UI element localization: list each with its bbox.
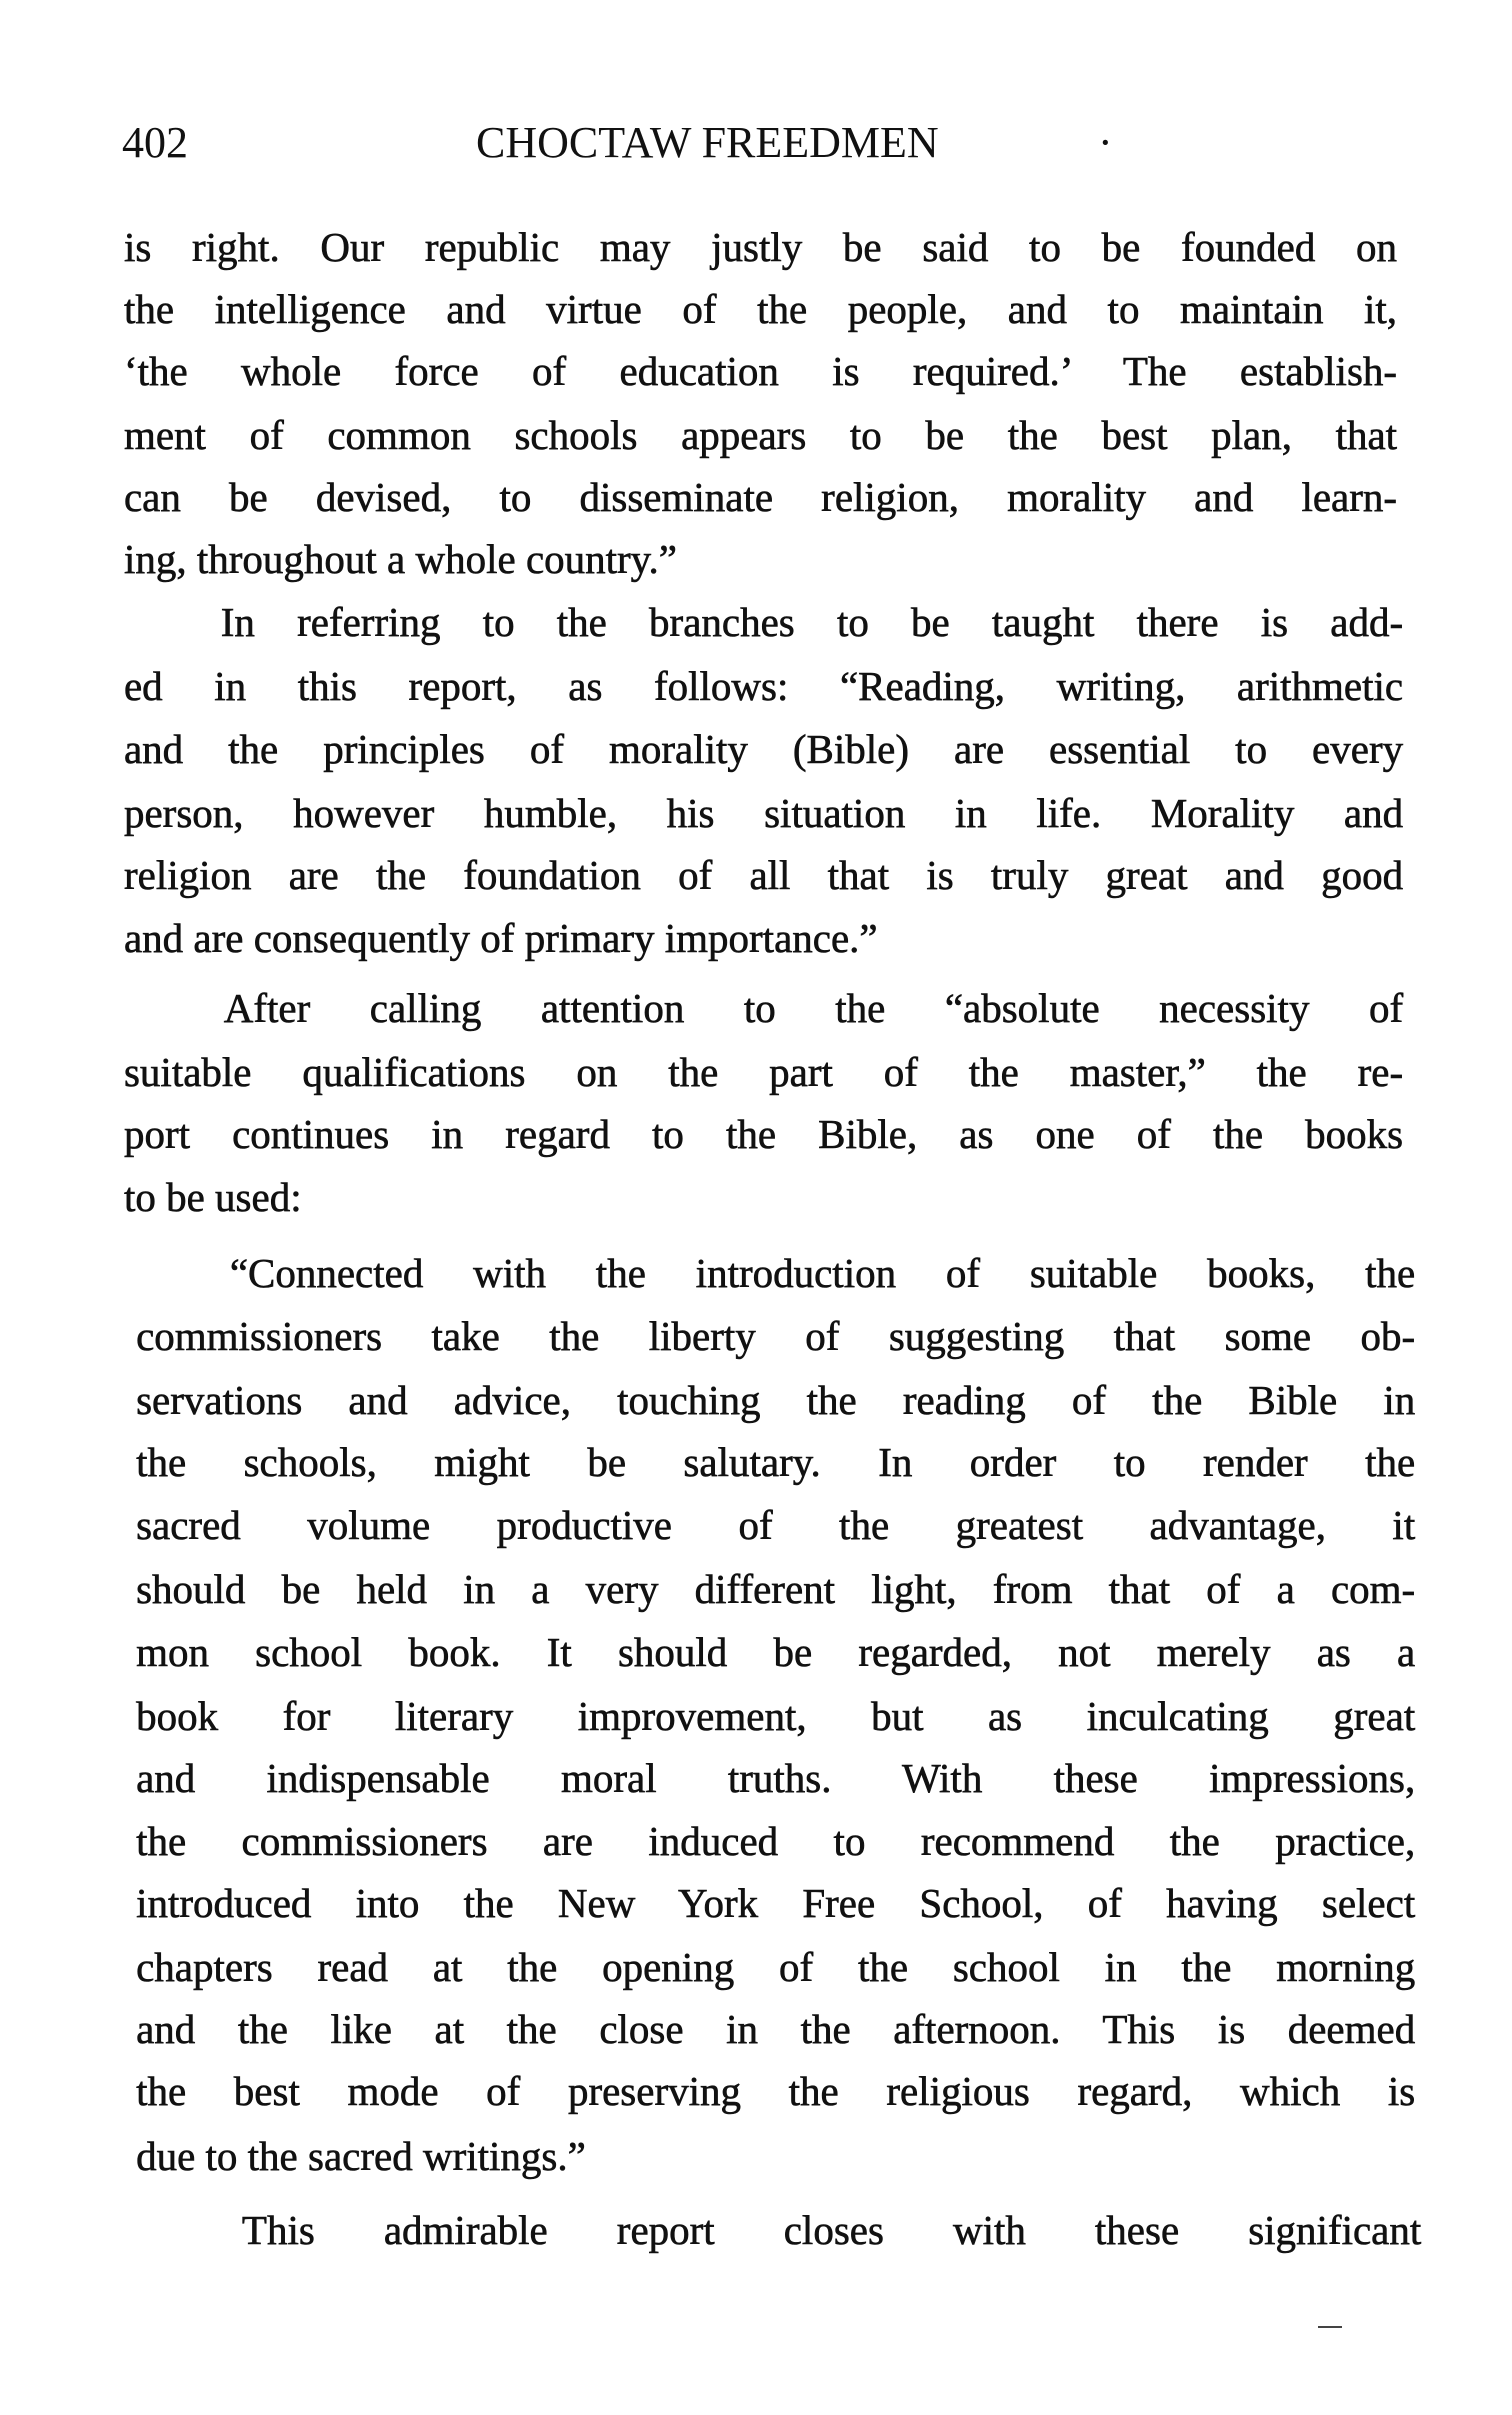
- text-line: chapters read at the opening of the school in the morning: [136, 1943, 1416, 1990]
- text-line: book for literary improvement, but as inculcating great: [136, 1692, 1416, 1739]
- text-line: This admirable report closes with these significant: [241, 2206, 1422, 2253]
- text-line: port continues in regard to the Bible, as one of the books: [123, 1110, 1404, 1157]
- text-line: person, however humble, his situation in life. Morality and: [123, 789, 1404, 836]
- text-line: commissioners take the liberty of suggesting that some ob-: [136, 1313, 1416, 1360]
- text-line: In referring to the branches to be taught there is add-: [220, 599, 1404, 646]
- text-line: After calling attention to the “absolute necessity of: [223, 985, 1404, 1032]
- running-title: CHOCTAW FREEDMEN: [476, 118, 939, 167]
- text-line: and the like at the close in the afternoon. This is deemed: [136, 2005, 1416, 2052]
- text-line: should be held in a very different light, from that of a com-: [136, 1565, 1416, 1612]
- text-line: the commissioners are induced to recommend the practice,: [136, 1818, 1416, 1865]
- text-line: mon school book. It should be regarded, not merely as a: [136, 1629, 1416, 1676]
- text-line: ed in this report, as follows: “Reading, writing, arithmetic: [123, 662, 1404, 709]
- text-line: to be used:: [123, 1174, 302, 1221]
- text-line: “Connected with the introduction of suitable books, the: [229, 1249, 1416, 1296]
- text-line: and are consequently of primary importance.”: [123, 915, 878, 962]
- header-mark: ·: [1098, 118, 1113, 167]
- text-line: the schools, might be salutary. In order to render the: [136, 1438, 1416, 1485]
- text-line: ‘the whole force of education is required.’ The establish-: [123, 348, 1398, 395]
- text-line: suitable qualifications on the part of the master,” the re-: [123, 1048, 1404, 1095]
- text-line: ment of common schools appears to be the best plan, that: [123, 411, 1398, 458]
- text-line: the intelligence and virtue of the people, and to maintain it,: [123, 286, 1398, 333]
- text-line: and the principles of morality (Bible) are essential to every: [123, 726, 1404, 773]
- text-line: introduced into the New York Free School, of having select: [136, 1880, 1416, 1927]
- text-line: religion are the foundation of all that is truly great and good: [123, 851, 1404, 898]
- text-line: is right. Our republic may justly be said to be founded on: [123, 224, 1398, 271]
- footer-mark: [1318, 2326, 1342, 2328]
- text-line: can be devised, to disseminate religion, morality and learn-: [123, 473, 1398, 520]
- text-line: ing, throughout a whole country.”: [123, 535, 677, 582]
- text-line: servations and advice, touching the reading of the Bible in: [136, 1376, 1416, 1423]
- page-number: 402: [122, 118, 188, 167]
- text-line: and indispensable moral truths. With these impressions,: [136, 1754, 1416, 1801]
- text-line: due to the sacred writings.”: [136, 2132, 586, 2179]
- text-line: sacred volume productive of the greatest advantage, it: [136, 1502, 1416, 1549]
- text-line: the best mode of preserving the religious regard, which is: [136, 2067, 1416, 2114]
